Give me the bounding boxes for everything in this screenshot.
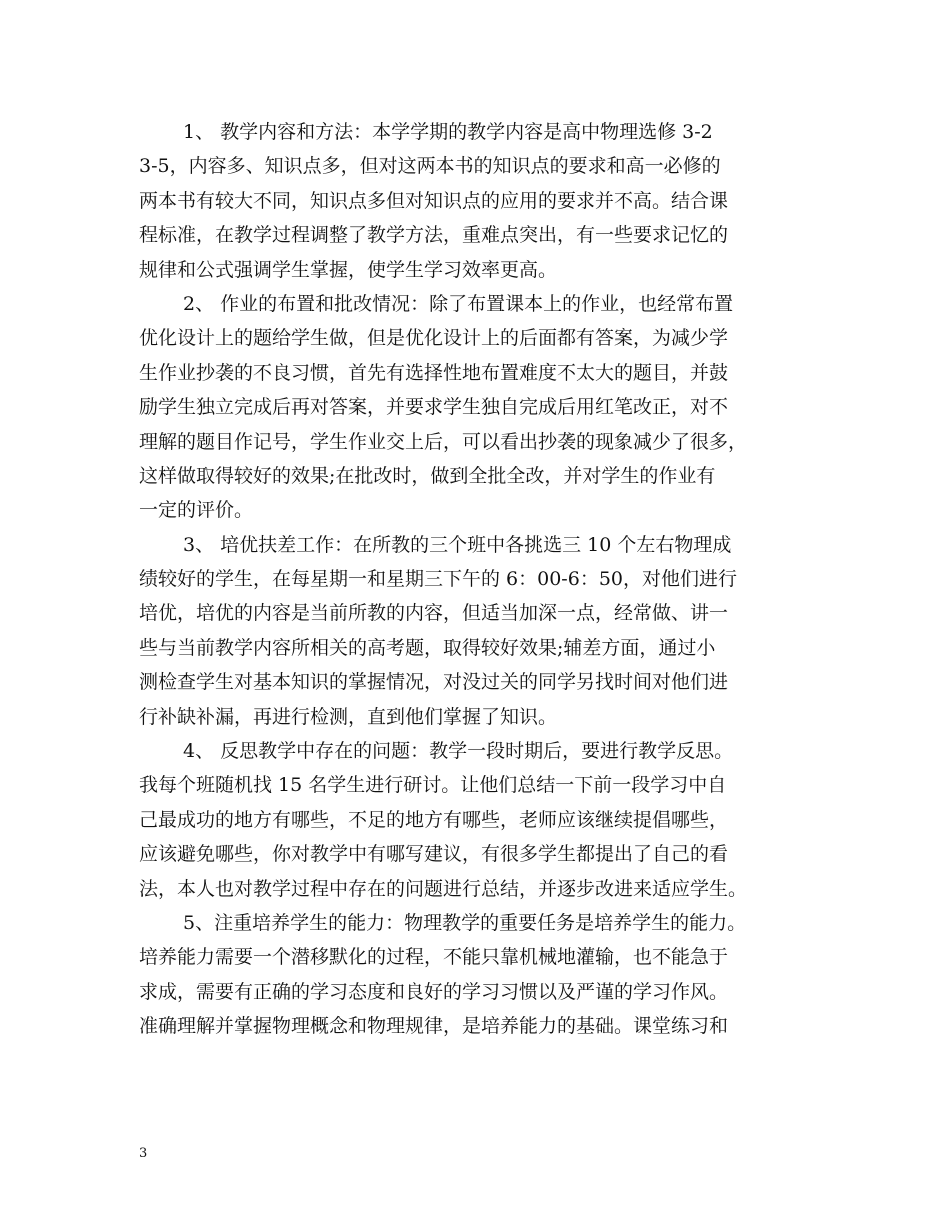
text-line: 程标准，在教学过程调整了教学方法，重难点突出，有一些要求记忆的 [139, 224, 729, 247]
text-line: 优化设计上的题给学生做，但是优化设计上的后面都有答案，为减少学 [139, 327, 729, 350]
text-line: 法，本人也对教学过程中存在的问题进行总结，并逐步改进来适应学生。 [139, 877, 748, 900]
text-line: 培养能力需要一个潜移默化的过程，不能只靠机械地灌输，也不能急于 [139, 946, 729, 969]
text-line: 1、 教学内容和方法：本学学期的教学内容是高中物理选修 3-2 [183, 121, 713, 143]
page-number: 3 [139, 1146, 148, 1161]
text-line: 我每个班随机找 15 名学生进行研讨。让他们总结一下前一段学习中自 [139, 774, 727, 797]
text-line: 规律和公式强调学生掌握，使学生学习效率更高。 [139, 258, 558, 281]
text-line: 生作业抄袭的不良习惯，首先有选择性地布置难度不太大的题目，并鼓 [139, 361, 729, 384]
text-line: 些与当前教学内容所相关的高考题，取得较好效果;辅差方面，通过小 [139, 636, 716, 659]
text-line: 绩较好的学生，在每星期一和星期三下午的 6：00-6：50，对他们进行 [139, 568, 737, 591]
text-line: 培优，培优的内容是当前所教的内容，但适当加深一点，经常做、讲一 [139, 602, 729, 625]
text-line: 准确理解并掌握物理概念和物理规律，是培养能力的基础。课堂练习和 [139, 1015, 729, 1038]
text-line: 2、 作业的布置和批改情况：除了布置课本上的作业，也经常布置 [183, 292, 734, 315]
text-line: 3-5，内容多、知识点多，但对这两本书的知识点的要求和高一必修的 [139, 155, 721, 178]
text-line: 3、 培优扶差工作：在所教的三个班中各挑选三 10 个左右物理成 [183, 533, 732, 556]
text-line: 己最成功的地方有哪些，不足的地方有哪些，老师应该继续提倡哪些， [139, 808, 729, 831]
text-line: 一定的评价。 [139, 499, 254, 522]
text-line: 励学生独立完成后再对答案，并要求学生独自完成后用红笔改正，对不 [139, 396, 729, 419]
text-line: 这样做取得较好的效果;在批改时，做到全批全改，并对学生的作业有 [139, 464, 716, 487]
body-text [139, 115, 829, 1044]
text-line: 应该避免哪些，你对教学中有哪写建议，有很多学生都提出了自己的看 [139, 843, 729, 866]
text-line: 测检查学生对基本知识的掌握情况，对没过关的同学另找时间对他们进 [139, 671, 729, 694]
text-line: 两本书有较大不同，知识点多但对知识点的应用的要求并不高。结合课 [139, 189, 729, 212]
text-line: 理解的题目作记号，学生作业交上后，可以看出抄袭的现象减少了很多， [139, 430, 748, 453]
text-line: 求成，需要有正确的学习态度和良好的学习习惯以及严谨的学习作风。 [139, 980, 729, 1003]
text-line: 5、注重培养学生的能力：物理教学的重要任务是培养学生的能力。 [183, 911, 747, 934]
text-line: 行补缺补漏，再进行检测，直到他们掌握了知识。 [139, 705, 558, 728]
text-line: 4、 反思教学中存在的问题：教学一段时期后，要进行教学反思。 [183, 740, 734, 763]
